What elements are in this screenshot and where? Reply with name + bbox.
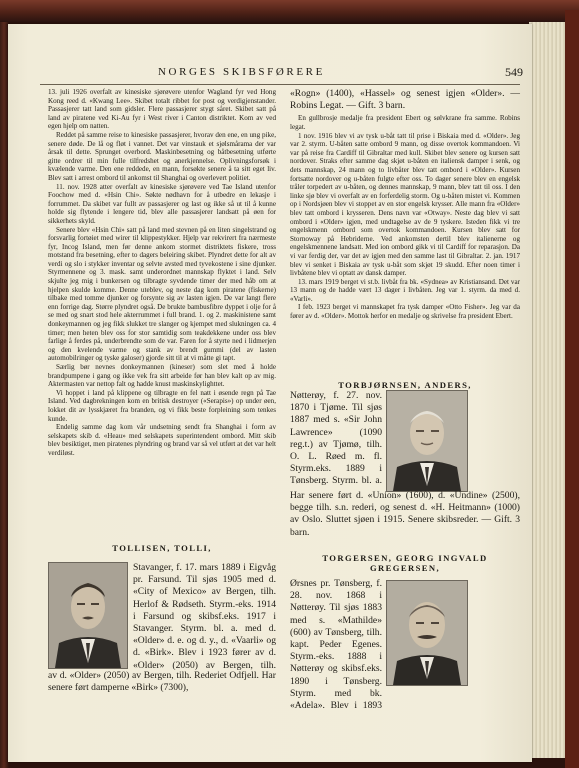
- book-cover-edge: [565, 10, 579, 768]
- portrait-photo-tollisen: [48, 562, 128, 669]
- paragraph: 13. mars 1919 berget vi st.b. livbåt fra bk. «Sydnea» av Kristiansand. Det var 13 mann og de hadde vært 13 dager i livbåten. Jeg var 1. styrm. da med d. «Varli».: [290, 277, 520, 303]
- portrait-photo-torgersen: [386, 580, 468, 686]
- portrait-image: [387, 391, 467, 491]
- bio-torgersen: [290, 551, 520, 574]
- header-rule: [40, 84, 520, 85]
- right-column: [290, 88, 520, 321]
- paragraph: En gullbrosje medalje fra president Ebert og sølvkrane fra samme. Robins legat.: [290, 114, 520, 131]
- portrait-image: [49, 563, 127, 668]
- paragraph: Senere blev «Hsin Chi» satt på land med stevnen på en liten singelstrand og forsvarlig fortøiet med wirer til klippestykker. Hjelp var rekvirert fra nærmeste fyr, Incog Island, men før denne ankom stormet distriktets fiskere, tross motstand fra besetning, efter to dagers beleiring skibet. Plyndret dette for alt av verdi og slo i stykker inventar og selvte avsted med tyvekostene i sine djunker. Styrmennene og 3. mask. samt underordnet mannskap flyktet i land. Selv skjulte jeg mig i bunkersen og tilbragte syvdende timer der med håb om at hjelpen skulde komme. Denne uteblev, og neste dag kom piratene (fiskerne) tilbake med tomme djunker og forsynte sig av lasten igjen. De var langt flere enn forrige dag. Større plyndret også. De brukte bambusfibre dyppet i olje for å se med og snart stod hele akterrummet i full brand. 1. og 2. maskinistene samt donkeymannen og jeg fikk slukket tre slanger og kjempet med slukningen ca. 4 timer; men heten blev oss for stor samtidig som teakdekkene under oss blev farlige å ferdes på, underbrendte som de var. Faren for å styrte ned i lidmerjen og den kvelende varme og stank av brendt gummi (del av lasten automobilringer og tyske galoser) gjorde sitt til at vi måtte gi tapt.: [48, 225, 276, 363]
- page-edges: [529, 22, 565, 758]
- paragraph: Reddet på samme reise to kinesiske passasjerer, hvorav den ene, en ung pike, senere døde. De lå og fløt i vannet. Det var vinstauk et sjølsmårama der var årsak til dette. Sprunget overbord. Maskinbesetning og båtbesetning utførte gitte ordrer til min fulle tilfredshet og anerkjennelse. Oplivningsforsøk i kvælende varme. Den ene reddede, en mann, forsøkte senere å ta sitt eget liv. Blev satt i arrest ombord til ankomst til Shanghai og overlevert politiet.: [48, 130, 276, 182]
- paragraph: Særlig bør nevnes donkeymannen (kineser) som slet med å holde brandpumpene i gang og ikke vek fra sitt arbeide før han blev kalt op av mig. Aktermasten var nettop falt og hadde knust maskinskylighttet.: [48, 363, 276, 389]
- bio-text-tollisen-top: [133, 562, 276, 670]
- bio-text-torbjornsen-continued: Har senere ført d. «Union» (1600), d. «Undine» (2500), begge tilh. s.n. rederi, og senest d. «H. Heitmann» (1000) av Oslo. Sluttet sjøen i 1915. Senere skibsreder. — Gift. 3 barn.: [290, 490, 520, 538]
- page-number: 549: [505, 65, 523, 79]
- paragraph: 13. juli 1926 overfalt av kinesiske sjørøvere utenfor Wagland fyr ved Hong Kong reed d. «Kwang Lee». Skibet totalt ribbet for post og verdigjenstander. Passasjerer tatt land som gidsler. Flere passasjerer stygt såret. Skibet satt på land av piratene ved Ki-Au fyr i West river i Canton distriktet. Kom av ved egen hjelp om natten.: [48, 88, 276, 131]
- bio-text: Nøtterøy, f. 27. nov. 1870 i Tjøme. Til sjøs 1887 med s. «Sir John Lawrence» (1090 reg.t.) av Tjømø, tilh. O. L. Røed m. fl. Styrm.eks. 1889 i Tønsberg. Styrm. bl. a.: [290, 390, 382, 487]
- bio-tollisen: [48, 541, 276, 554]
- portrait-image: [387, 581, 467, 685]
- paragraph: Endelig samme dag kom vår undsetning sendt fra Shanghai i form av selskapets skib d. «Heau» med selskapets superintendent ombord. Mitt skib blev besiktiget, men piratenes plyndring og brand var så vel utført at det var helt verdiløst.: [48, 423, 276, 457]
- paragraph: I feb. 1923 berget vi mannskapet fra tysk damper «Otto Fisher». Jeg var da fører av d. «Older». Mottok herfor en medalje og skrivelse fra president Ebert.: [290, 303, 520, 321]
- running-title: NORGES SKIBSFØRERE: [158, 66, 325, 78]
- paragraph: Vi hoppet i land på klippene og tilbragte en fel natt i øsende regn på Tae Island. Ved dagbrekningen kom en britisk destroyer («Serapis») op under øen, lokket dit av lysskjæret fra branden, og vi fikk beste forpleining som tenkes kunde.: [48, 388, 276, 423]
- page-header: [0, 66, 579, 80]
- bio-heading: TOLLISEN, TOLLI,: [112, 543, 212, 553]
- bio-heading: TORGERSEN, GEORG INGVALD GREGERSEN,: [322, 553, 488, 573]
- bio-text: Ørsnes pr. Tønsberg, f. 28. nov. 1868 i Nøtterøy. Til sjøs 1883 med s. «Mathilde» (600) av Tønsberg, tilh. kapt. Peder Egenes. Styrm.-eks. 1888 i Nøtterøy og skibsf.eks. 1890 i Tønsberg. Styrm. med bk. «Adela». Blev i 1893: [290, 578, 382, 712]
- bio-text-torbjornsen: [290, 390, 382, 488]
- bio-text-tollisen-continued: av d. «Older» (2050) av Bergen, tilh. Rederiet Odfjell. Har senere ført damperne «Birk» (7300),: [48, 670, 276, 694]
- left-column: [48, 88, 276, 458]
- book-top-edge: [0, 0, 579, 22]
- paragraph: 11. nov. 1928 atter overfalt av kinesiske sjørøvere ved Tae Island utenfor Foochow med d. «Hsin Chi». Søkte nødhavn for å utbedre en lekasje i forrummet. Da skibet var fullt av passasjerer og last og ikke så ut til å kunne holde sig flytende i lengere tid, blev alle passasjerer landsatt på øen for sikkerhets skyld.: [48, 182, 276, 225]
- paragraph: 1 nov. 1916 blev vi av tysk u-båt tatt til prise i Biskaia med d. «Older». Jeg var 2. styrm. U-båten satte ombord 9 mann, og disse overtok kommandoen. Vi var på reise fra Cardiff til Gibraltar med kull. Skibet blev senere og kursen satt nordover. Straks efter samme dag skjøt u-båten en italiensk damper i senk, og dets mannskap, 24 mann og to livbåter blev tatt ombord i «Older». Kursen fortsatte nordover og u-båten fulgte efter oss. To dager senere blev en engelsk tråler torpedert av u-båten, og dennes mannskap, 9 mann, blev tatt til oss. I den linke sjø blev vi overfalt av en forferdelig storm. Og u-båten mistet vi. Kommen op i Nordsjøen blev vi stoppet av en stor engelsk krysser. Alle mann fra «Older» blev tatt ombord i krysseren. Dens navn var «Otway». Neste dag blev vi satt ombord i «Older» igjen, med undtagelse av de 9 tyskere. Isteden fikk vi tre engelskmenn ombord som overtok kommandoen. Kursen blev satt for Stornoway på Hebriderne. Ved ankomsten dertil blev italienerne og engelskmennene landsatt. Med ion ombord gikk vi til Cardiff for reparasjon. Da vi var ferdig der, var det av igjen med den samme last til Gibraltar. 2. jan. 1917 blev vi senket i Biskaia av tysk u-båt som skjøt 19 skudd. Efter noen timer i livbåtene blev vi optatt av dansk damper.: [290, 131, 520, 278]
- continued-text: «Rogn» (1400), «Hassel» og senest igjen «Older». — Robins Legat. — Gift. 3 barn.: [290, 88, 520, 112]
- bio-heading: TORBJØRNSEN, ANDERS,: [338, 380, 472, 390]
- portrait-photo-torbjornsen: [386, 390, 468, 492]
- bio-text-torgersen: [290, 578, 382, 712]
- bio-text: Stavanger, f. 17. mars 1889 i Eigvåg pr. Farsund. Til sjøs 1905 med d. «City of Mexico» av Bergen, tilh. Herlof & Rødseth. Styrm.-eks. 1914 i Farsund og skibsf.eks. 1917 i Stavanger. Styrm. bl. a. med d. «Older» d. e. og d. y., d. «Vaarli» og d. «Birk». Blev i 1923 fører av d. «Older» (2050) av Bergen, tilh.: [133, 562, 276, 670]
